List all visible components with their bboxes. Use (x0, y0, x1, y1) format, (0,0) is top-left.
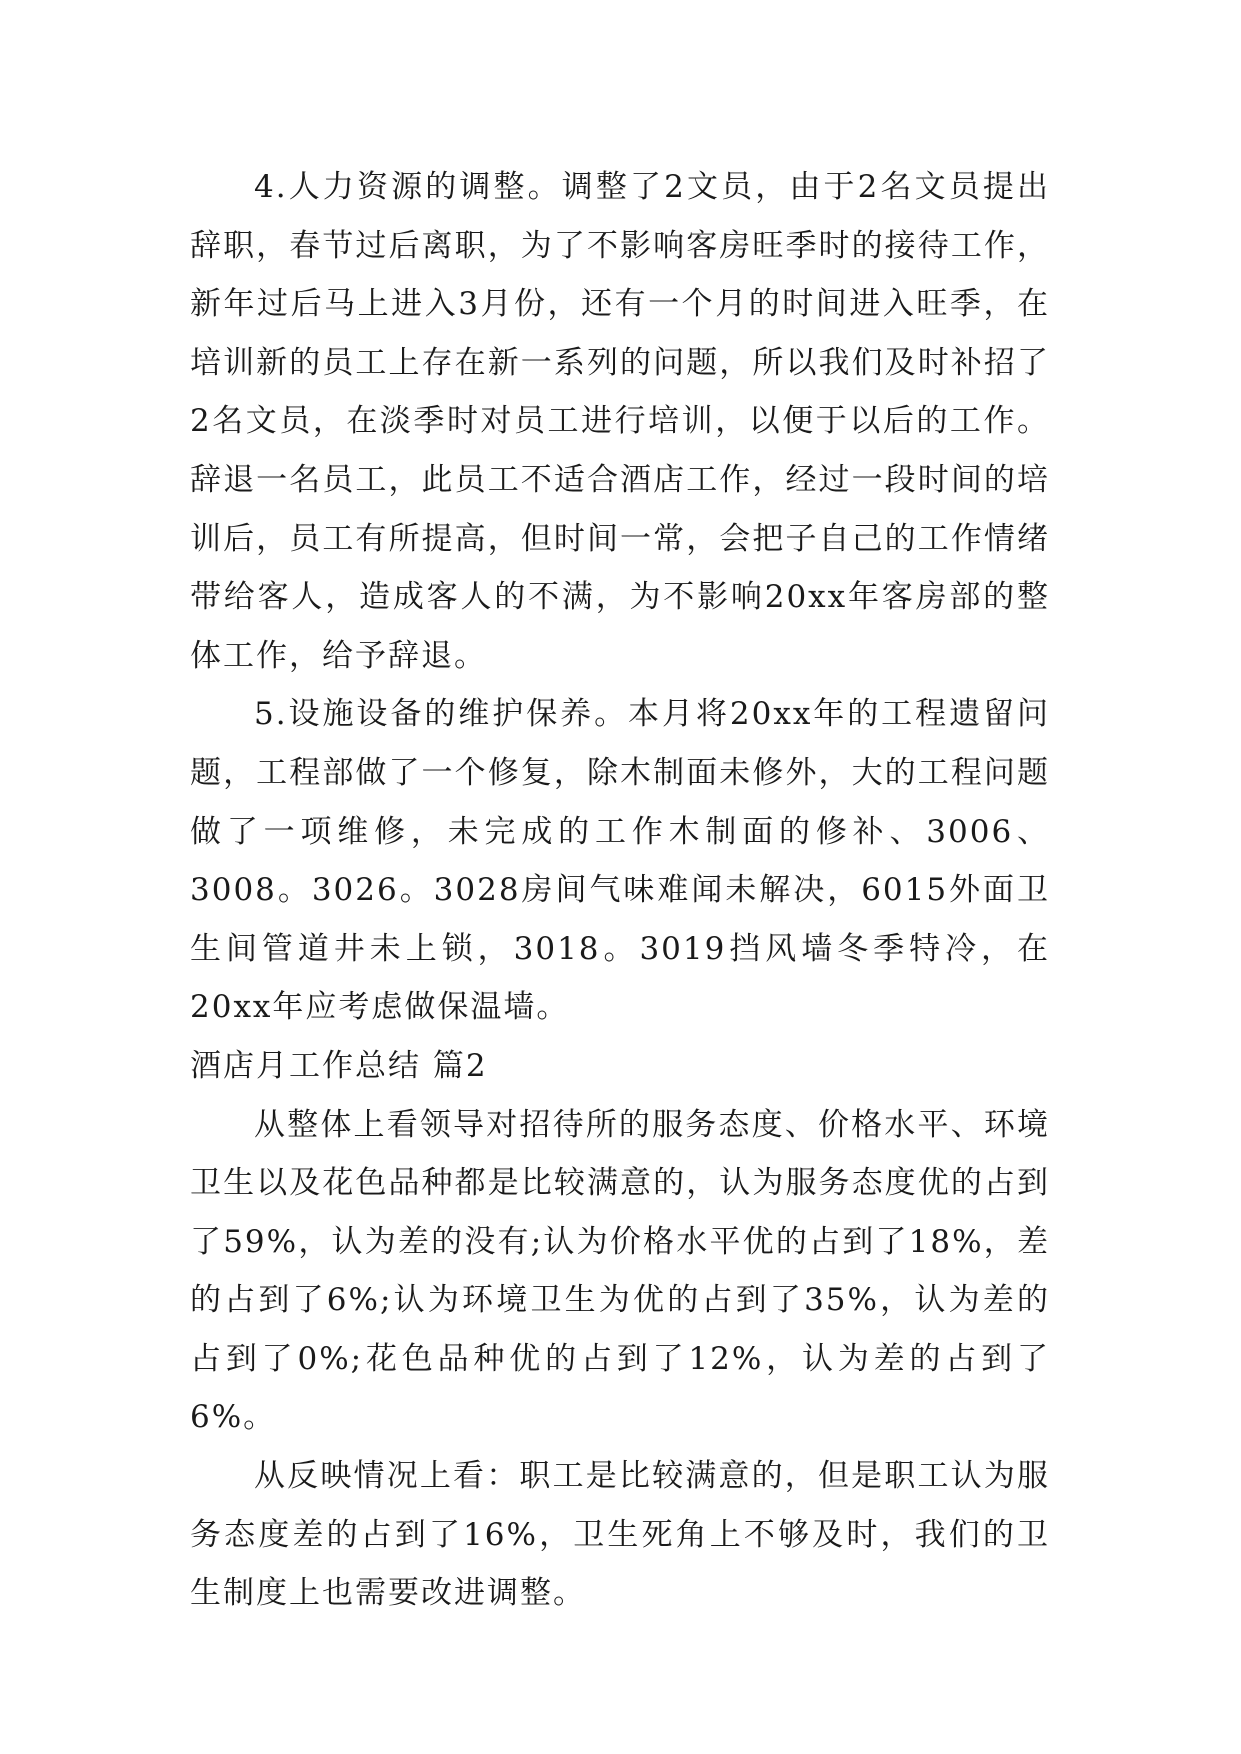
paragraph-overall-satisfaction: 从整体上看领导对招待所的服务态度、价格水平、环境卫生以及花色品种都是比较满意的，认为服务态度优的占到了59%，认为差的没有;认为价格水平优的占到了18%，差的占到了6%;认为环境卫生为优的占到了35%，认为差的占到了0%;花色品种优的占到了12%，认为差的占到了6%。 (190, 1106, 1050, 1436)
paragraph-facility-maintenance: 5.设施设备的维护保养。本月将20xx年的工程遗留问题，工程部做了一个修复，除木制面未修外，大的工程问题做了一项维修，未完成的工作木制面的修补、3006、3008。3026。3028房间气味难闻未解决，6015外面卫生间管道井未上锁，3018。3019挡风墙冬季特冷，在20xx年应考虑做保温墙。 (190, 696, 1050, 1026)
document-body (190, 158, 1050, 1623)
section-heading: 酒店月工作总结 篇2 (190, 1047, 488, 1084)
paragraph-human-resources: 4.人力资源的调整。调整了2文员，由于2名文员提出辞职，春节过后离职，为了不影响客房旺季时的接待工作，新年过后马上进入3月份，还有一个月的时间进入旺季，在培训新的员工上存在新一系列的问题，所以我们及时补招了2名文员，在淡季时对员工进行培训，以便于以后的工作。辞退一名员工，此员工不适合酒店工作，经过一段时间的培训后，员工有所提高，但时间一常，会把子自己的工作情绪带给客人，造成客人的不满，为不影响20xx年客房部的整体工作，给予辞退。 (190, 169, 1050, 674)
paragraph-staff-feedback: 从反映情况上看：职工是比较满意的，但是职工认为服务态度差的占到了16%，卫生死角上不够及时，我们的卫生制度上也需要改进调整。 (190, 1458, 1050, 1612)
